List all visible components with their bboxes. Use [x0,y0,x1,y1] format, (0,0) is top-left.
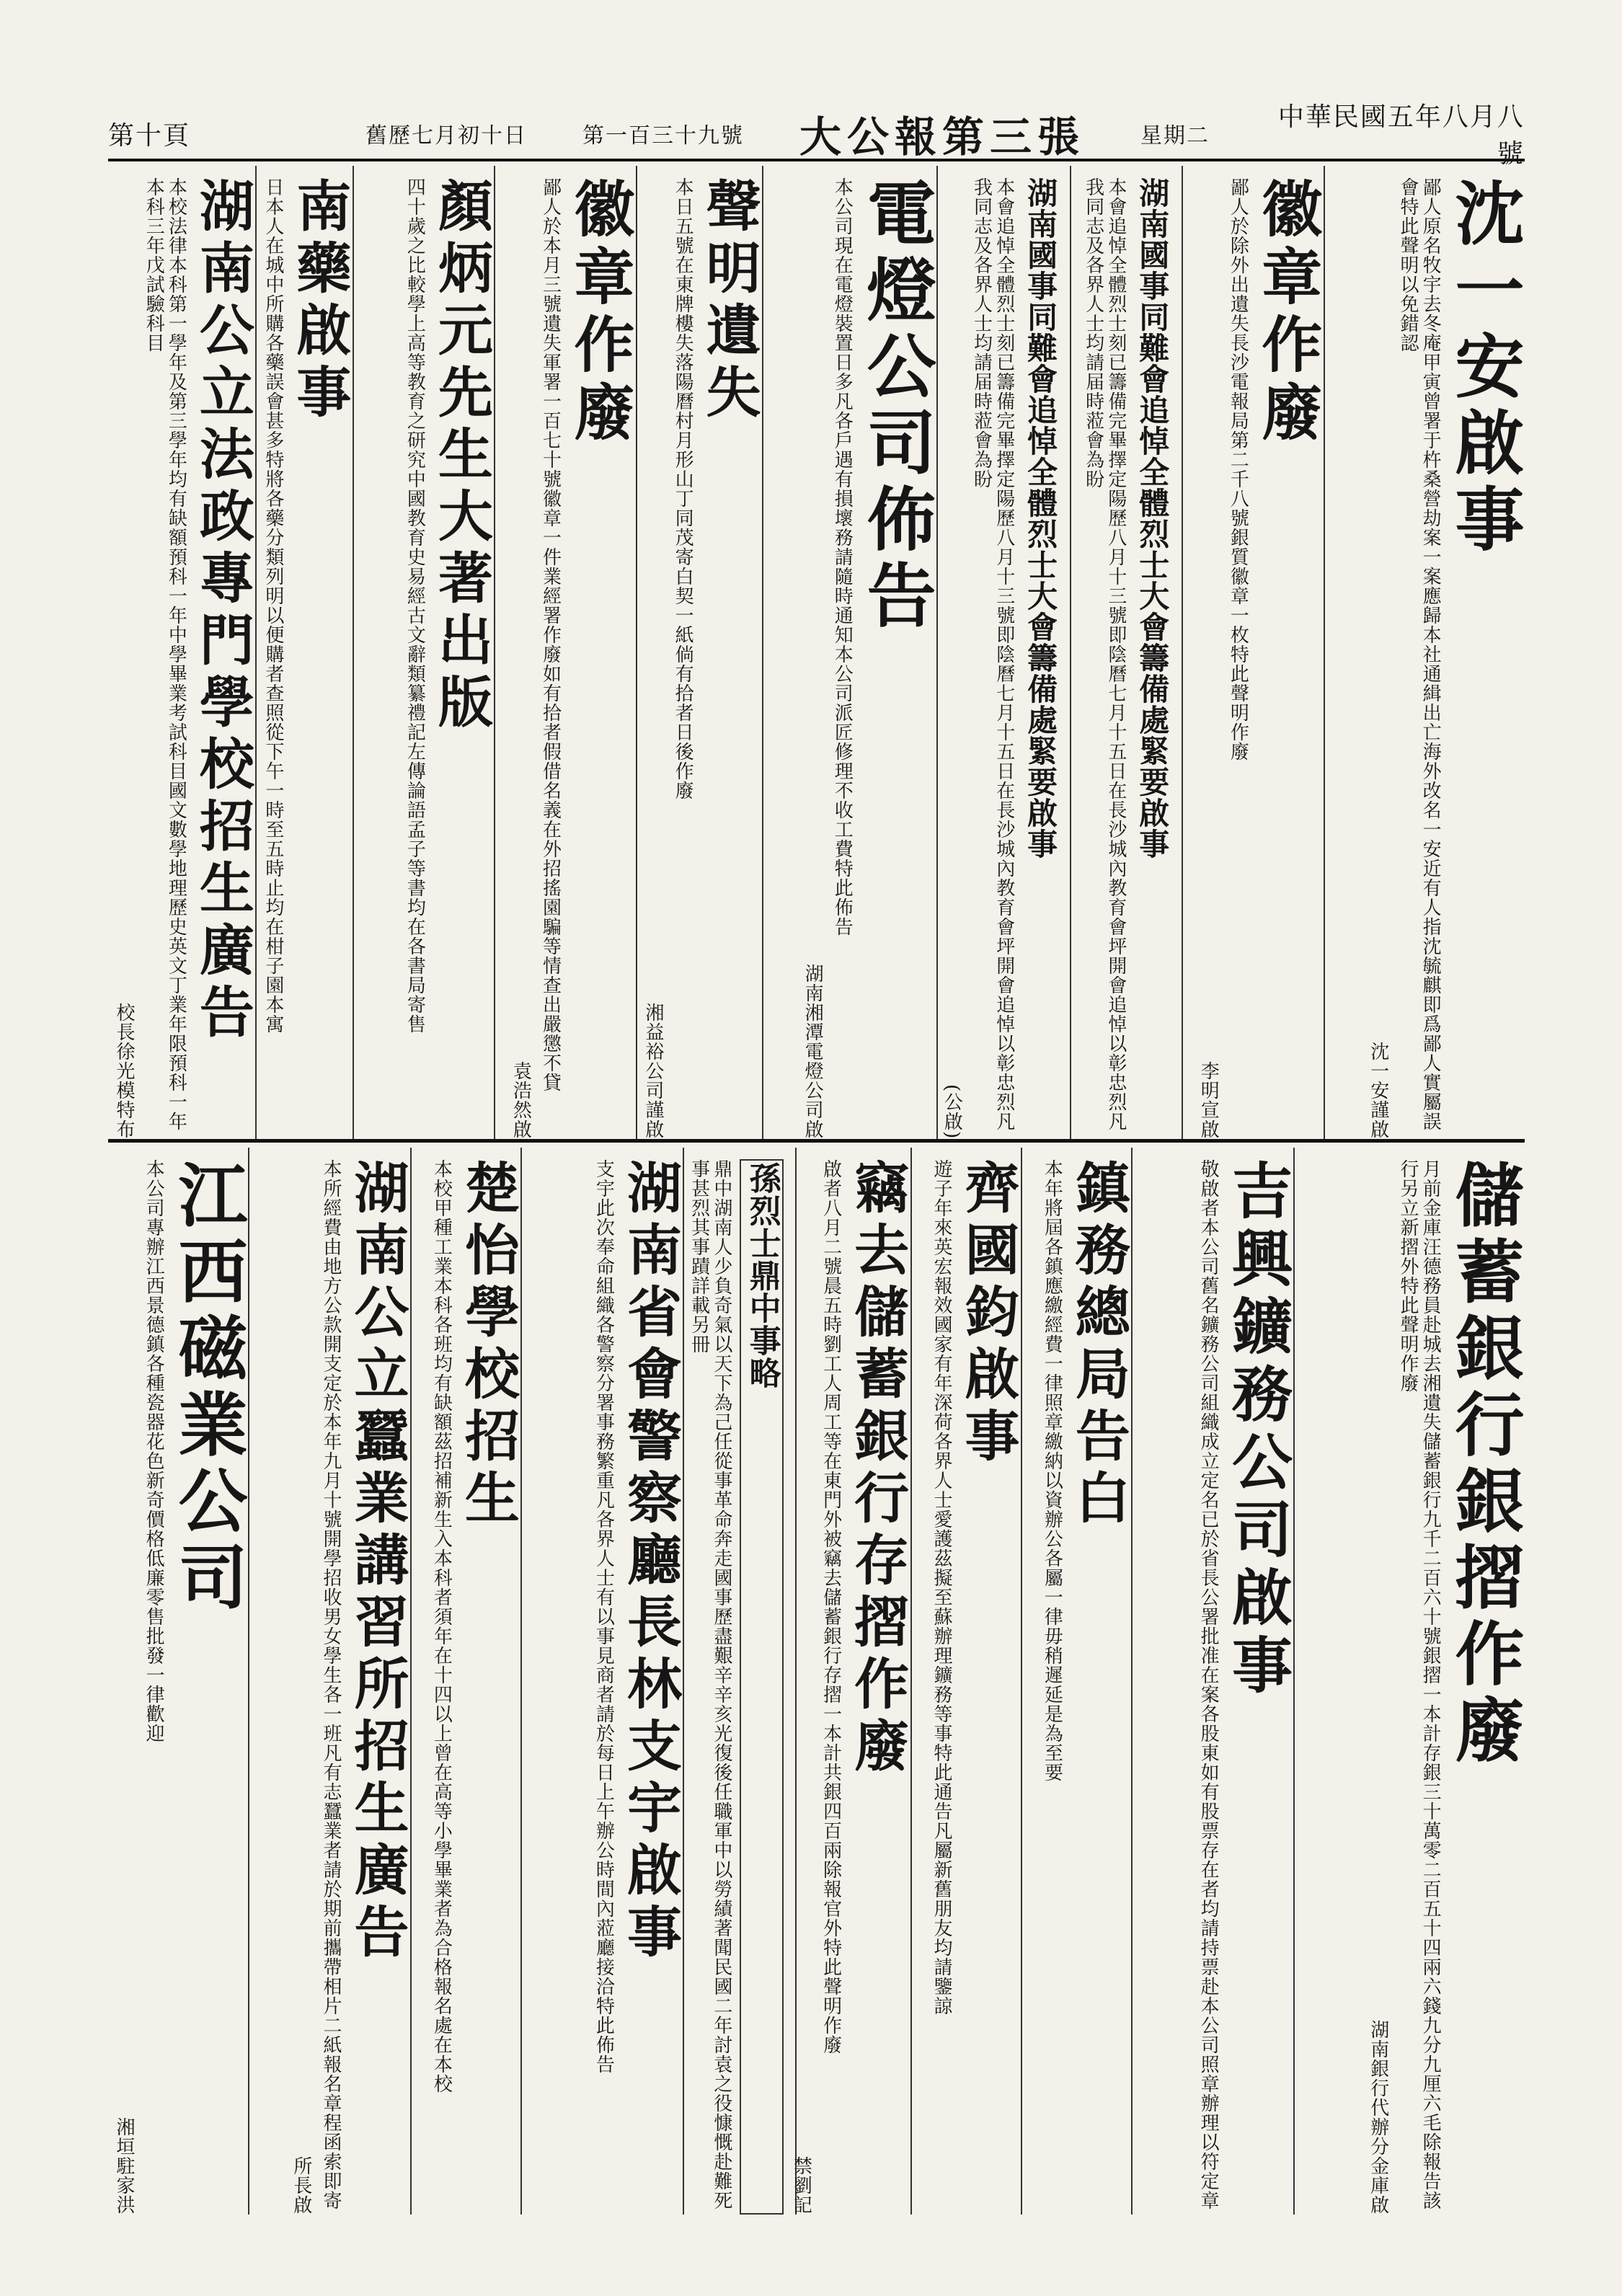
ad-body: 鄙人原名牧宇去冬庵甲寅曾署于杵桑營劫案一案應歸本社通緝出亡海外改名一安近有人指沈毓麒即爲鄙人實屬誤會特此聲明以免錯認 [1396,177,1442,1131]
bottom-section [108,1148,1525,2215]
ad-headline: 楚怡學校招生 [456,1159,520,1531]
weekday: 星期二 [1140,123,1210,149]
ad-badge-void-2 [494,166,636,1139]
ad-martyr-biography [683,1148,794,2215]
ad-signature: (公啟) [941,1083,963,1139]
ad-signature: 所長啟 [290,2156,312,2215]
ad-headline: 鎮務總局告白 [1066,1159,1131,1531]
ad-headline: 江西磁業公司 [167,1159,249,1618]
ad-memorial-1 [1070,166,1182,1139]
issue-number: 第一百三十九號 [582,123,744,149]
ad-qi-guojun [910,1148,1021,2215]
page-number: 第十頁 [108,120,191,151]
ad-body: 鼎中湖南人少負奇氣以天下為己任從事革命奔走國事歷盡艱辛辛亥光復後任職軍中以勞績著聞民國二年討袁之役慷慨赴難死事甚烈其事蹟詳載另冊 [688,1159,732,2210]
ad-signature: 袁浩然啟 [510,1061,532,1139]
paper-title: 大公報第三張 [799,112,1085,161]
ad-body: 本日五號在東牌樓失落陽曆村月形山丁同茂寄白契一紙倘有拾者日後作廢 [672,177,694,800]
ad-headline: 儲蓄銀行銀摺作廢 [1444,1159,1525,1770]
ad-mining-bureau [1021,1148,1131,2215]
ad-body: 四十歲之比較學上高等教育之研究中國教育史易經古文辭類纂禮記左傳論語孟子等書均在各書局寄售 [404,177,426,1034]
ad-body: 鄙人於本月三號遺失軍署一百七十號徽章一件業經署作廢如有拾者假借名義在外招搖園騙等情查出嚴懲不貸 [539,177,562,1092]
ad-police-notice [520,1148,683,2215]
ad-mining-company [1131,1148,1293,2215]
ad-body: 遊子年來英宏報效國家有年深荷各界人士愛護茲擬至蘇辦理鑛務等事特此通告凡屬新舊朋友均請鑒諒 [930,1159,952,2016]
ad-headline: 南藥啟事 [287,177,352,425]
publication-date: 中華民國五年八月八號 [1277,102,1525,169]
masthead [108,102,1525,169]
ad-headline: 沈一安啟事 [1444,177,1525,559]
ad-lost-notice [636,166,762,1139]
ad-law-school [108,166,255,1139]
ad-medicine [255,166,352,1139]
ad-headline: 吉興鑛務公司啟事 [1222,1159,1294,1701]
ad-book-release [353,166,495,1139]
ad-signature: 湘益裕公司謹啟 [642,1003,664,1139]
ad-body: 本所經費由地方公款開支定於本年九月十號開學招收男女學生各一班凡有志蠶業者請於期前攜帶相片二紙報名章程函索即寄 [320,1159,342,2210]
ad-signature: 湖南湘潭電燈公司啟 [802,964,824,1139]
ad-signature: 沈一安謹啟 [1367,1042,1389,1139]
ad-memorial-2 [936,166,1070,1139]
ad-signature: 李明宣啟 [1197,1061,1220,1139]
top-section [108,166,1525,1143]
ad-headline: 湖南國事同難會追悼全體烈士大會籌備處緊要啟事 [1023,177,1059,859]
ad-headline: 電燈公司佈告 [856,177,938,636]
ad-shen-yian [1324,166,1525,1139]
ad-body: 鄙人於除外出遺失長沙電報局第二千八號銀質徽章一枚特此聲明作廢 [1227,177,1249,761]
ad-headline: 竊去儲蓄銀行存摺作廢 [845,1159,910,1779]
ad-body: 本公司現在電燈裝置日多凡各戶遇有損壞務請隨時通知本公司派匠修理不收工費特此佈告 [831,177,854,936]
ad-chuyi-school [410,1148,520,2215]
ad-headline: 顏炳元先生大著出版 [429,177,494,735]
ad-headline: 湖南國事同難會追悼全體烈士大會籌備處緊要啟事 [1135,177,1171,859]
ad-body: 啟者八月二號晨五時劉工人周工等在東門外被竊去儲蓄銀行存摺一本計共銀四百兩除報官外特此聲明作廢 [820,1159,842,2055]
ad-body: 本校法律本科第一學年及第三學年均有缺額預科一年中學畢業考試科目國文數學地理歷史英文丁業年限預科一年本科三年戊試驗科目 [143,177,187,1131]
ad-headline: 湖南公立法政專門學校招生廣告 [190,177,255,1045]
ad-electric-light [762,166,936,1139]
ad-headline: 孫烈士鼎中事略 [740,1159,784,2215]
ad-body: 本校甲種工業本科各班均有缺額茲招補新生入本科者須年在十四以上曾在高等小學畢業者為合格報名處在本校 [430,1159,453,2093]
ad-headline: 湖南公立蠶業講習所招生廣告 [345,1159,410,1965]
ad-body: 本年將屆各鎮應繳經費一律照章繳納以資辦公各屬一律毋稍遲延是為至要 [1041,1159,1063,1782]
ad-body: 敬啟者本公司舊名鑛務公司組織成立定名已於省長公署批准在案各股東如有股票存在者均請持票赴本公司照章辦理以符定章 [1197,1159,1220,2210]
ad-body: 支宇此次奉命組織各警察分署事務繁重凡各界人士有以事見商者請於每日上午辦公時間內蒞廳接洽特此佈告 [593,1159,615,2074]
ad-sericulture-school [248,1148,410,2215]
ad-headline: 徽章作廢 [1251,177,1324,448]
lunar-date: 舊歷七月初十日 [365,123,527,149]
ad-body: 本會追悼全體烈士刻已籌備完畢擇定陽歷八月十三號即陰曆七月十五日在長沙城內教育會坪開會追悼以彰忠烈凡我同志及各界人士均請届時蒞會為盼 [970,177,1015,1131]
ad-signature: 湘垣駐家洪 [112,2117,135,2215]
ad-porcelain-company [108,1148,248,2215]
ad-signature: 校長徐光模特布 [113,1003,136,1139]
ad-body: 日本人在城中所購各藥誤會甚多特將各藥分類列明以便購者查照從下午一時至五時止均在柑子園本寓 [262,177,284,1034]
ad-badge-void-1 [1182,166,1324,1139]
ad-signature: 禁劉記 [790,2156,812,2215]
ad-body: 本會追悼全體烈士刻已籌備完畢擇定陽歷八月十三號即陰曆七月十五日在長沙城內教育會坪開會追悼以彰忠烈凡我同志及各界人士均請届時蒞會為盼 [1082,177,1127,1131]
ad-headline: 湖南省會警察廳長林支宇啟事 [618,1159,683,1965]
ad-headline: 齊國鈞啟事 [956,1159,1021,1469]
ad-body: 本公司專辦江西景德鎮各種瓷器花色新奇價格低廉零售批發一律歡迎 [143,1159,165,1743]
ad-headline: 徽章作廢 [564,177,636,448]
ad-stolen-passbook [790,1148,910,2215]
ad-savings-bank [1293,1148,1525,2215]
ad-headline: 聲明遺失 [697,177,762,425]
ad-signature: 湖南銀行代辦分金庫啟 [1367,2020,1389,2215]
ad-body: 月前金庫汪德務員赴城去湘遺失儲蓄銀行九千二百六十號銀摺一本計存銀三十萬零二百五十四兩六錢九分九厘六毛除報告該行另立新摺外特此聲明作廢 [1396,1159,1442,2210]
